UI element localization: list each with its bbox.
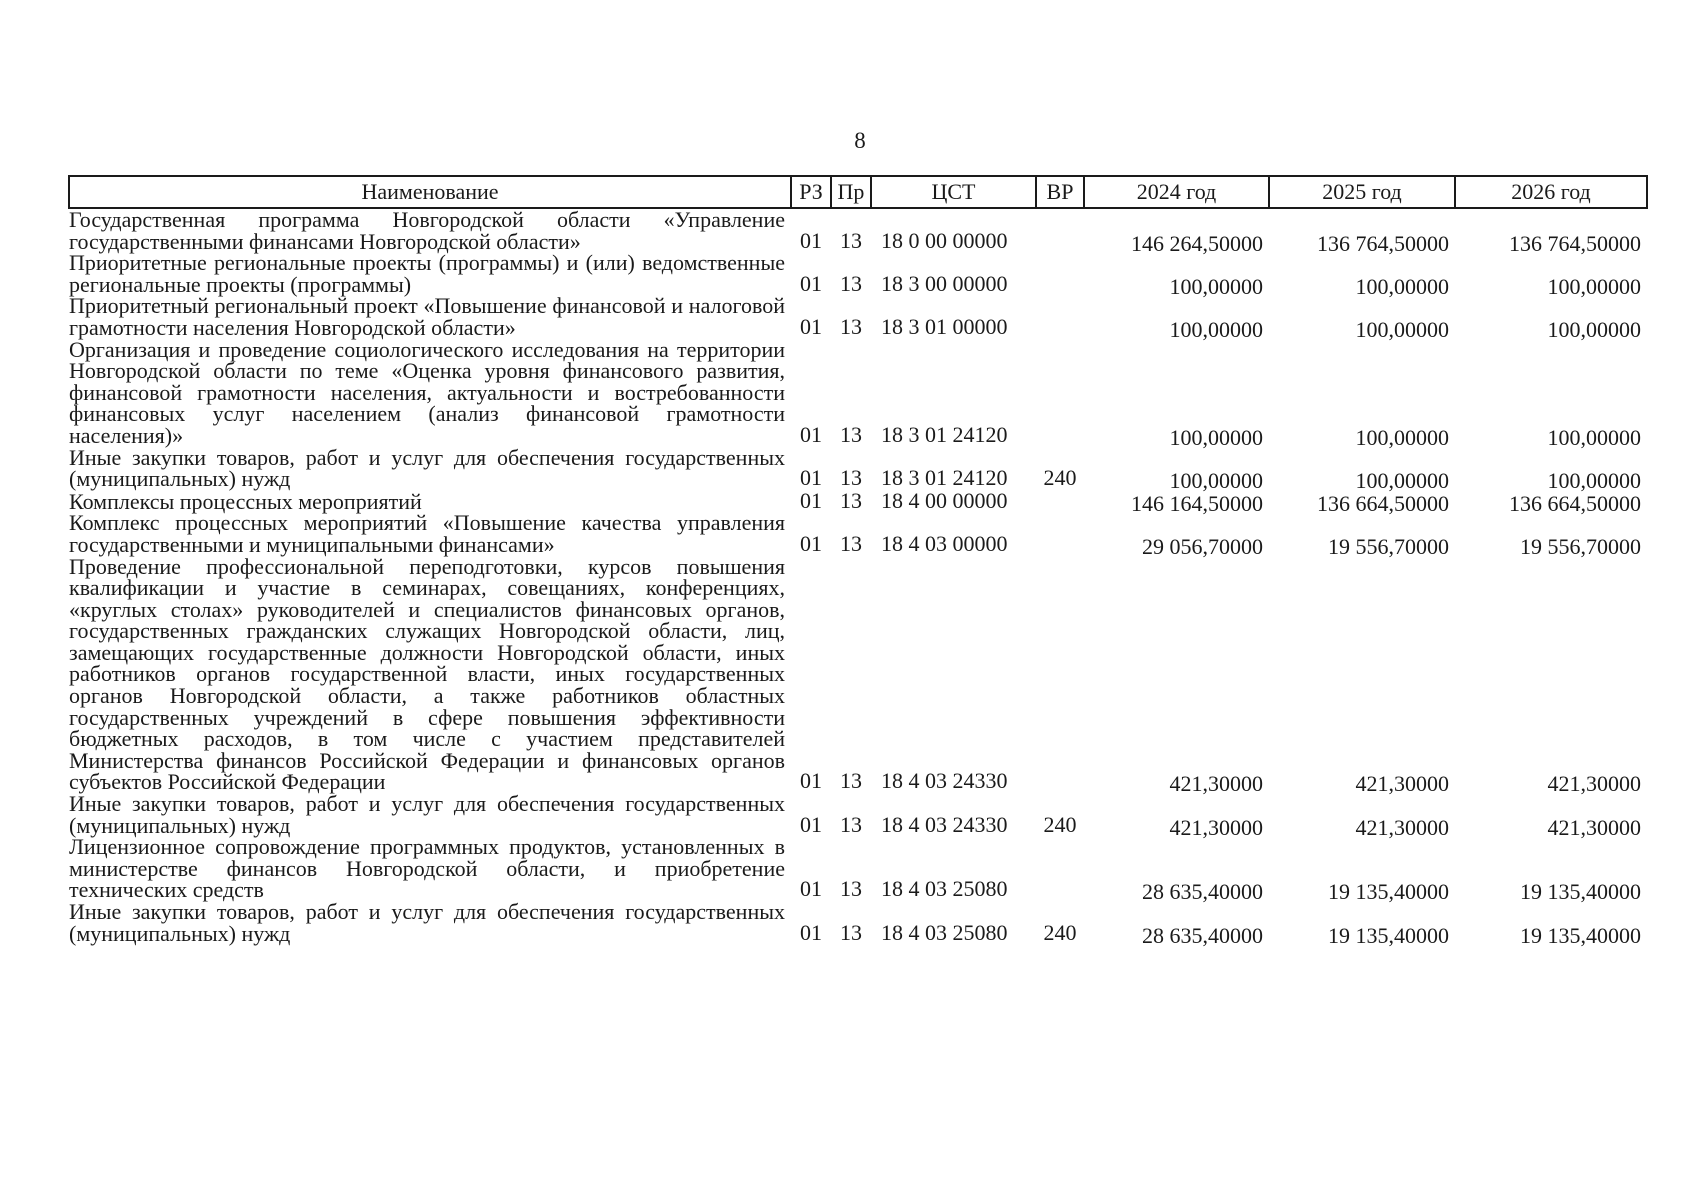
row-rz: 01: [800, 227, 822, 253]
row-2024: 28 635,40000: [1142, 922, 1263, 948]
header-vr: ВР: [1036, 176, 1084, 208]
row-2025: 421,30000: [1355, 814, 1449, 840]
row-name: Проведение профессиональной переподготовки, курсов повышения квалификации и участие в семинарах, совещаниях, конференциях, «круглых столах» руководителей и специалистов финансовых органов, государственных гражданских служащих Новгородской области, лиц, замещающих государственные должности Новгородской области, иных работников органов государственной власти, иных государственных органов Новгородской области, а также работников областных государственных учреждений в сфере повышения эффективности бюджетных расходов, в том числе с участием представителей Министерства финансов Российской Федерации и финансовых органов субъектов Российской Федерации: [69, 553, 785, 795]
row-cst: 18 4 03 24330: [881, 811, 1008, 837]
row-2024: 146 264,50000: [1131, 230, 1263, 256]
table-row: [69, 490, 1647, 513]
row-pr: 13: [840, 919, 862, 945]
row-2026: 421,30000: [1547, 814, 1641, 840]
header-2026: 2026 год: [1455, 176, 1647, 208]
header-name: Наименование: [69, 176, 791, 208]
row-vr: [1036, 295, 1084, 338]
row-cst: 18 4 00 00000: [881, 487, 1008, 513]
table-row: [69, 295, 1647, 338]
row-rz: 01: [800, 313, 822, 339]
row-2026: 100,00000: [1547, 424, 1641, 450]
row-2025: 100,00000: [1355, 424, 1449, 450]
row-cst: 18 4 03 25080: [881, 919, 1008, 945]
table-row: [69, 339, 1647, 447]
row-rz: 01: [800, 530, 822, 556]
row-cst: 18 4 03 24330: [881, 768, 1008, 794]
row-name: Приоритетные региональные проекты (программы) и (или) ведомственные региональные проекты (программы): [69, 250, 785, 297]
table-row: [69, 901, 1647, 944]
row-2026: 136 764,50000: [1509, 230, 1641, 256]
row-pr: 13: [840, 465, 862, 491]
header-cst: ЦСТ: [871, 176, 1036, 208]
row-2025: 136 764,50000: [1317, 230, 1449, 256]
row-vr: 240: [1043, 811, 1077, 837]
table-row: [69, 556, 1647, 794]
row-cst: 18 3 01 24120: [881, 421, 1008, 447]
row-vr: 240: [1043, 919, 1077, 945]
row-vr: [1036, 490, 1084, 513]
row-name: Лицензионное сопровождение программных продуктов, установленных в министерстве финансов Новгородской области, и приобретение технических средств: [69, 834, 785, 903]
row-cst: 18 3 01 24120: [881, 465, 1008, 491]
row-2025: 19 556,70000: [1328, 533, 1449, 559]
row-2024: 100,00000: [1169, 316, 1263, 342]
row-pr: 13: [840, 530, 862, 556]
row-pr: 13: [840, 421, 862, 447]
row-2025: 100,00000: [1355, 273, 1449, 299]
row-cst: 18 3 01 00000: [881, 313, 1008, 339]
row-vr: [1036, 252, 1084, 295]
row-pr: 13: [840, 227, 862, 253]
table-row: [69, 252, 1647, 295]
row-pr: 13: [840, 270, 862, 296]
row-vr: [1036, 339, 1084, 447]
row-pr: 13: [840, 811, 862, 837]
row-name: Приоритетный региональный проект «Повышение финансовой и налоговой грамотности населения Новгородской области»: [69, 293, 785, 340]
row-2024: 100,00000: [1169, 273, 1263, 299]
row-pr: 13: [840, 768, 862, 794]
row-rz: 01: [800, 487, 822, 513]
row-2026: 19 135,40000: [1520, 879, 1641, 905]
row-2025: 136 664,50000: [1317, 490, 1449, 516]
row-2026: 421,30000: [1547, 771, 1641, 797]
row-2026: 100,00000: [1547, 273, 1641, 299]
row-2025: 100,00000: [1355, 468, 1449, 494]
header-rz: РЗ: [791, 176, 831, 208]
row-cst: 18 0 00 00000: [881, 227, 1008, 253]
row-2026: 100,00000: [1547, 468, 1641, 494]
row-2024: 100,00000: [1169, 424, 1263, 450]
row-rz: 01: [800, 270, 822, 296]
row-name: Организация и проведение социологического исследования на территории Новгородской области по теме «Оценка уровня финансового развития, финансовой грамотности населения, актуальности и востребованности финансовых услуг населением (анализ финансовой грамотности населения)»: [69, 336, 785, 448]
row-2025: 19 135,40000: [1328, 922, 1449, 948]
row-2026: 19 556,70000: [1520, 533, 1641, 559]
row-2026: 100,00000: [1547, 316, 1641, 342]
row-name: Иные закупки товаров, работ и услуг для обеспечения государственных (муниципальных) нужд: [69, 791, 785, 838]
table-row: [69, 793, 1647, 836]
page-number: 8: [854, 128, 866, 153]
row-name: Государственная программа Новгородской области «Управление государственными финансами Новгородской области»: [69, 207, 785, 254]
table-body: [69, 207, 1647, 948]
row-2025: 19 135,40000: [1328, 879, 1449, 905]
header-2025: 2025 год: [1269, 176, 1455, 208]
row-2024: 421,30000: [1169, 814, 1263, 840]
row-rz: 01: [800, 876, 822, 902]
row-name: Иные закупки товаров, работ и услуг для обеспечения государственных (муниципальных) нужд: [69, 899, 785, 946]
row-name: Комплекс процессных мероприятий «Повышение качества управления государственными и муниципальными финансами»: [69, 510, 785, 557]
row-name: Иные закупки товаров, работ и услуг для обеспечения государственных (муниципальных) нужд: [69, 444, 785, 492]
row-2025: 100,00000: [1355, 316, 1449, 342]
row-pr: 13: [840, 313, 862, 339]
row-2026: 136 664,50000: [1509, 490, 1641, 516]
table-row: [69, 447, 1647, 490]
row-name: Комплексы процессных мероприятий: [69, 488, 422, 514]
row-vr: 240: [1043, 465, 1077, 491]
row-rz: 01: [800, 465, 822, 491]
row-vr: [1036, 836, 1084, 901]
row-2026: 19 135,40000: [1520, 922, 1641, 948]
row-pr: 13: [840, 876, 862, 902]
row-vr: [1036, 556, 1084, 794]
row-rz: 01: [800, 421, 822, 447]
row-cst: 18 4 03 25080: [881, 876, 1008, 902]
header-2024: 2024 год: [1084, 176, 1269, 208]
row-vr: [1036, 512, 1084, 555]
budget-table: [68, 175, 1648, 948]
header-pr: Пр: [831, 176, 871, 208]
row-2024: 146 164,50000: [1131, 490, 1263, 516]
row-2024: 100,00000: [1169, 468, 1263, 494]
row-rz: 01: [800, 811, 822, 837]
row-2024: 29 056,70000: [1142, 533, 1263, 559]
table-row: [69, 208, 1647, 252]
row-2024: 28 635,40000: [1142, 879, 1263, 905]
row-pr: 13: [840, 487, 862, 513]
row-cst: 18 4 03 00000: [881, 530, 1008, 556]
row-cst: 18 3 00 00000: [881, 270, 1008, 296]
table-row: [69, 836, 1647, 901]
row-rz: 01: [800, 768, 822, 794]
row-vr: [1036, 208, 1084, 252]
table-row: [69, 512, 1647, 555]
row-2024: 421,30000: [1169, 771, 1263, 797]
row-2025: 421,30000: [1355, 771, 1449, 797]
table-header-row: [69, 176, 1647, 208]
row-rz: 01: [800, 919, 822, 945]
